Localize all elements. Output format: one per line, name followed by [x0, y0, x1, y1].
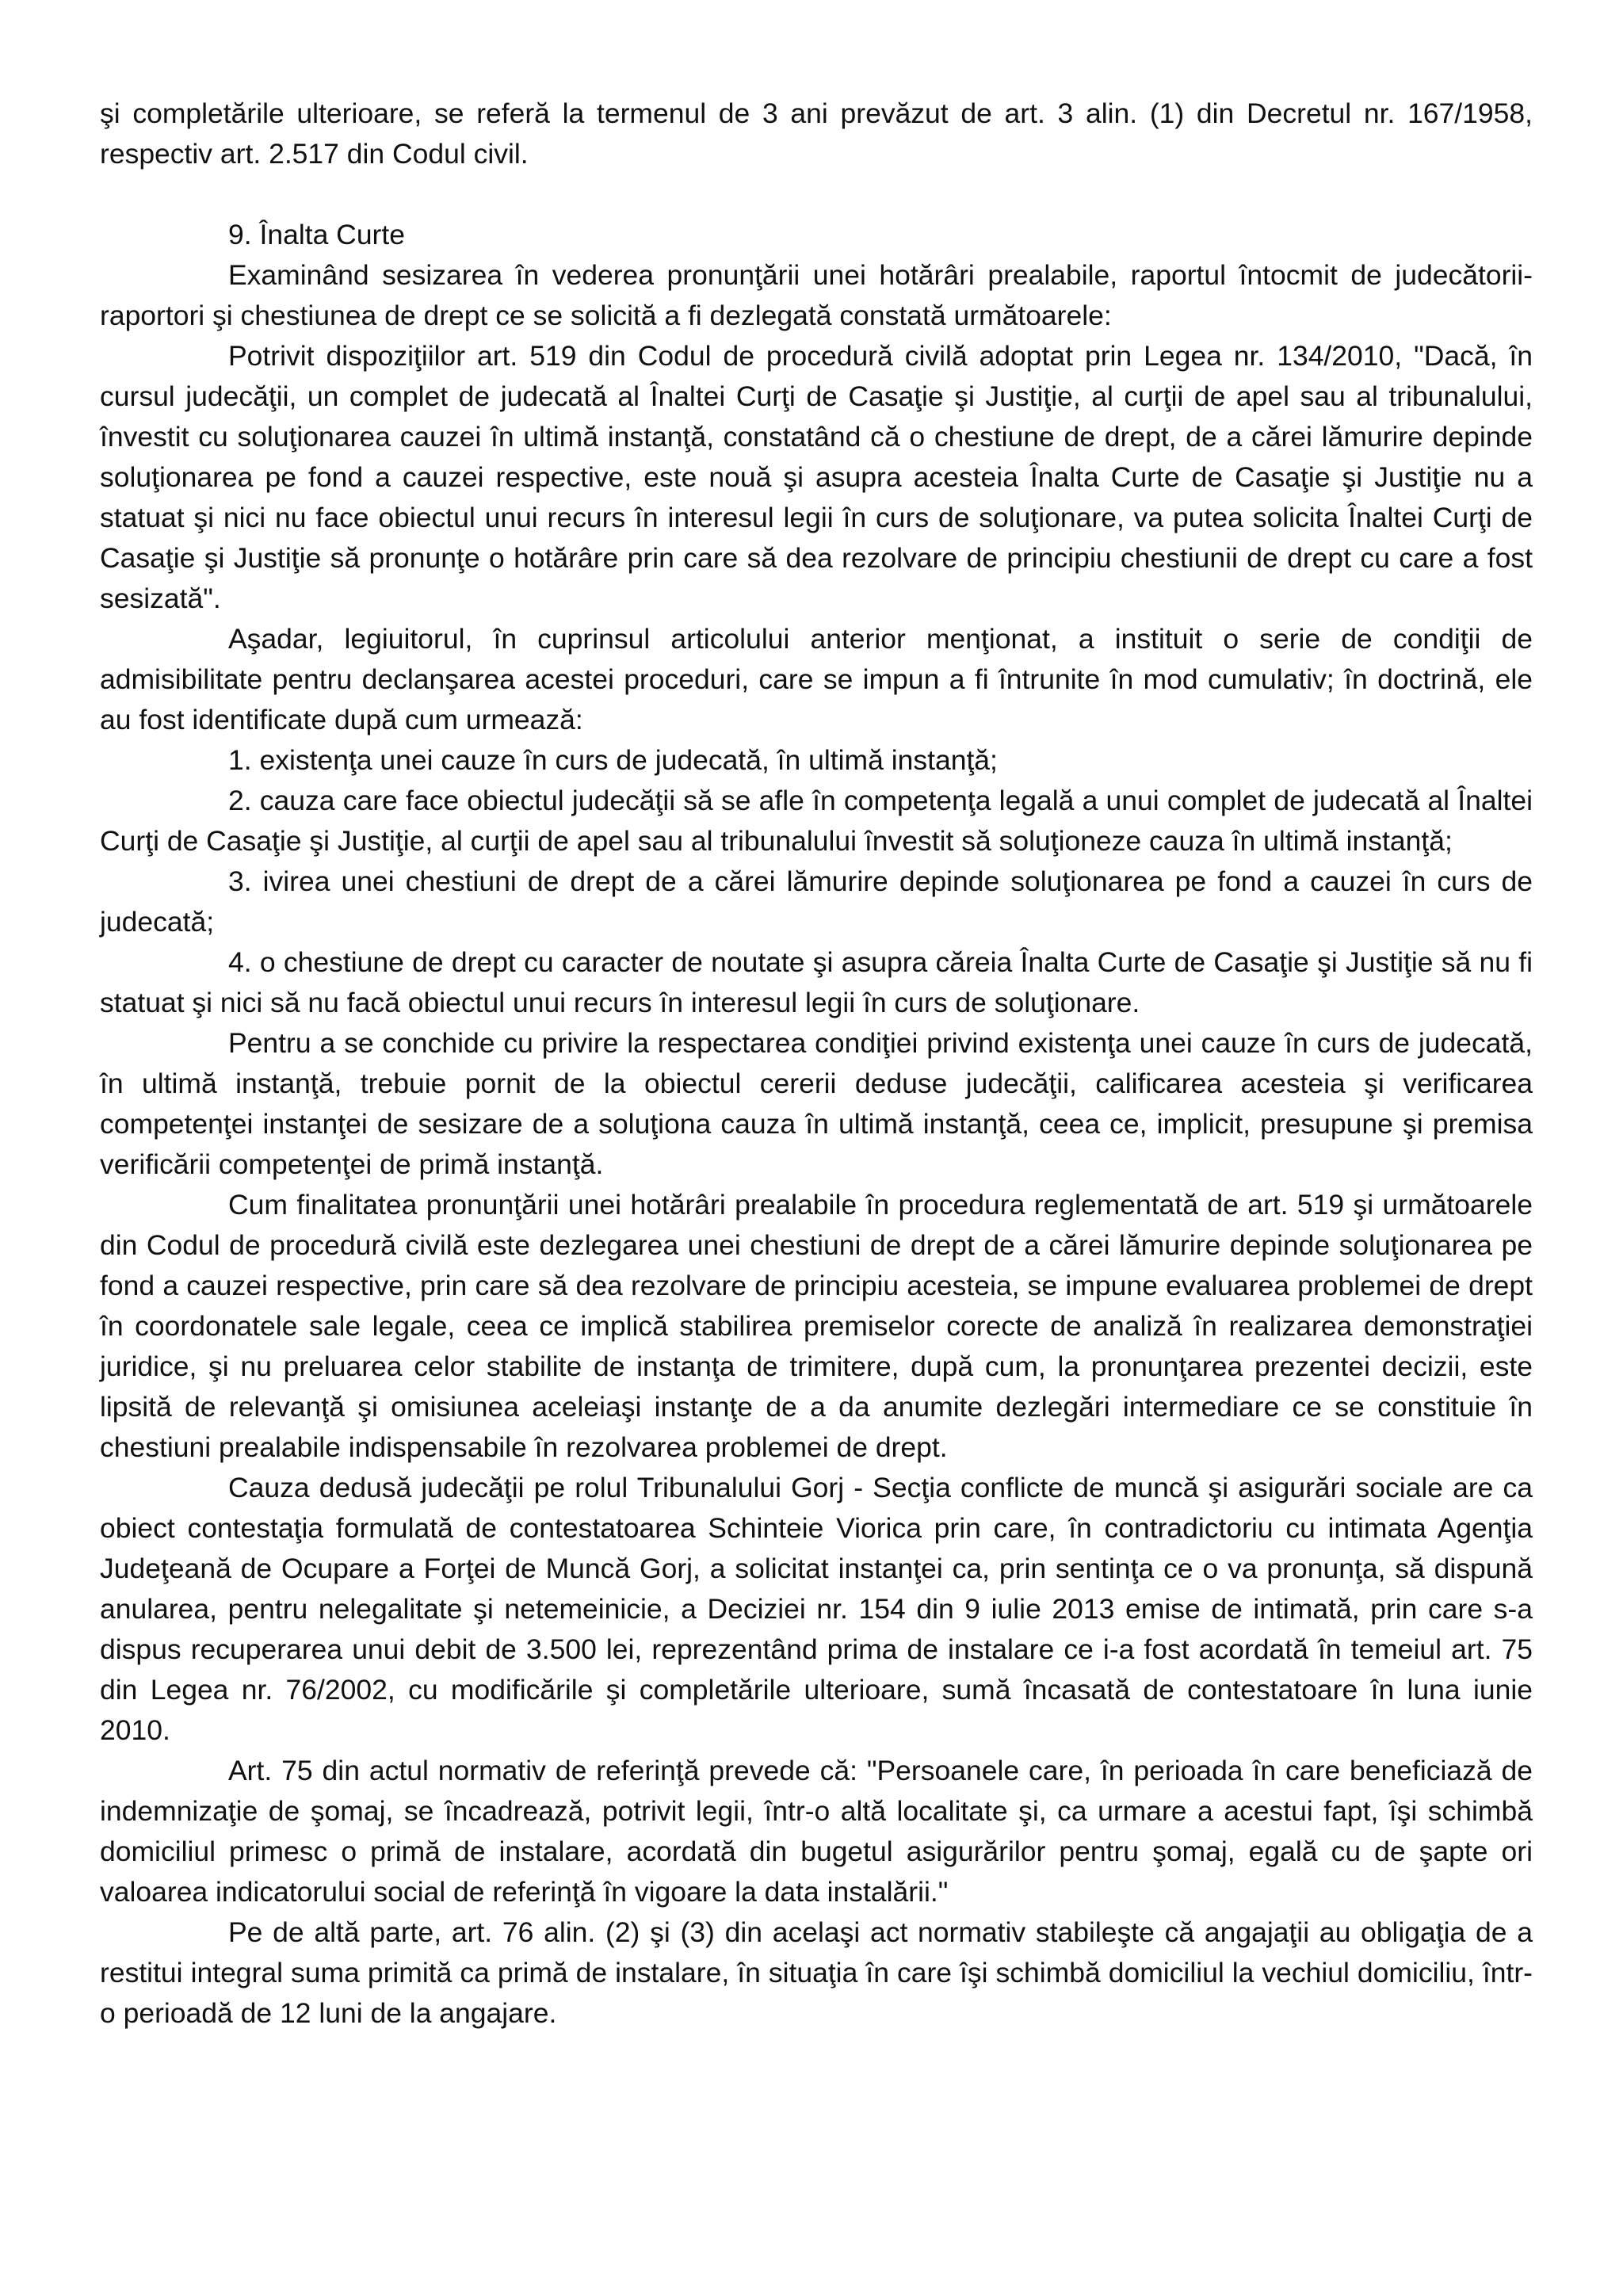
paragraph-spacer	[100, 174, 1533, 215]
paragraph: Cauza dedusă judecăţii pe rolul Tribunalului Gorj - Secţia conflicte de muncă şi asigurări sociale are ca obiect contestaţia formulată de contestatoarea Schinteie Viorica prin care, în contradictoriu cu intimata Agenţia Judeţeană de Ocupare a Forţei de Muncă Gorj, a solicitat instanţei ca, prin sentinţa ce o va pronunţa, să dispună anularea, pentru nelegalitate şi netemeinicie, a Deciziei nr. 154 din 9 iulie 2013 emise de intimată, prin care s-a dispus recuperarea unui debit de 3.500 lei, reprezentând prima de instalare ce i-a fost acordată în temeiul art. 75 din Legea nr. 76/2002, cu modificările şi completările ulterioare, sumă încasată de contestatoare în luna iunie 2010.	[100, 1472, 1533, 1746]
section-heading: 9. Înalta Curte	[228, 219, 405, 250]
paragraph: Art. 75 din actul normativ de referinţă prevede că: "Persoanele care, în perioada în care beneficiază de indemnizaţie de şomaj, se încadrează, potrivit legii, într-o altă localitate şi, ca urmare a acestui fapt, îşi schimbă domiciliul primesc o primă de instalare, acordată din bugetul asigurărilor pentru şomaj, egală cu de şapte ori valoarea indicatorului social de referinţă în vigoare la data instalării."	[100, 1755, 1533, 1908]
paragraph-continuation: şi completările ulterioare, se referă la termenul de 3 ani prevăzut de art. 3 alin. (1) din Decretul nr. 167/1958, respectiv art. 2.517 din Codul civil.	[100, 97, 1533, 170]
list-item: 4. o chestiune de drept cu caracter de noutate şi asupra căreia Înalta Curte de Casaţie şi Justiţie să nu fi statuat şi nici să nu facă obiectul unui recurs în interesul legii în curs de soluţionare.	[100, 946, 1533, 1018]
paragraph: Potrivit dispoziţiilor art. 519 din Codul de procedură civilă adoptat prin Legea nr. 134/2010, "Dacă, în cursul judecăţii, un complet de judecată al Înaltei Curţi de Casaţie şi Justiţie, al curţii de apel sau al tribunalului, învestit cu soluţionarea cauzei în ultimă instanţă, constatând că o chestiune de drept, de a cărei lămurire depinde soluţionarea pe fond a cauzei respective, este nouă şi asupra acesteia Înalta Curte de Casaţie şi Justiţie nu a statuat şi nici nu face obiectul unui recurs în interesul legii în curs de soluţionare, va putea solicita Înaltei Curţi de Casaţie şi Justiţie să pronunţe o hotărâre prin care să dea rezolvare de principiu chestiunii de drept cu care a fost sesizată".	[100, 340, 1533, 614]
list-item: 3. ivirea unei chestiuni de drept de a cărei lămurire depinde soluţionarea pe fond a cauzei în curs de judecată;	[100, 865, 1533, 938]
paragraph: Examinând sesizarea în vederea pronunţării unei hotărâri prealabile, raportul întocmit de judecătorii-raportori şi chestiunea de drept ce se solicită a fi dezlegată constată următoarele:	[100, 259, 1533, 331]
paragraph: Pe de altă parte, art. 76 alin. (2) şi (3) din acelaşi act normativ stabileşte că angajaţii au obligaţia de a restitui integral suma primită ca primă de instalare, în situaţia în care îşi schimbă domiciliul la vechiul domiciliu, într-o perioadă de 12 luni de la angajare.	[100, 1916, 1533, 2029]
list-item: 2. cauza care face obiectul judecăţii să se afle în competenţa legală a unui complet de judecată al Înaltei Curţi de Casaţie şi Justiţie, al curţii de apel sau al tribunalului învestit să soluţioneze cauza în ultimă instanţă;	[100, 785, 1533, 857]
paragraph: Pentru a se conchide cu privire la respectarea condiţiei privind existenţa unei cauze în curs de judecată, în ultimă instanţă, trebuie pornit de la obiectul cererii deduse judecăţii, calificarea acesteia şi verificarea competenţei instanţei de sesizare de a soluţiona cauza în ultimă instanţă, ceea ce, implicit, presupune şi premisa verificării competenţei de primă instanţă.	[100, 1027, 1533, 1180]
paragraph: Aşadar, legiuitorul, în cuprinsul articolului anterior menţionat, a instituit o serie de condiţii de admisibilitate pentru declanşarea acestei proceduri, care se impun a fi întrunite în mod cumulativ; în doctrină, ele au fost identificate după cum urmează:	[100, 623, 1533, 735]
paragraph: Cum finalitatea pronunţării unei hotărâri prealabile în procedura reglementată de art. 519 şi următoarele din Codul de procedură civilă este dezlegarea unei chestiuni de drept de a cărei lămurire depinde soluţionarea pe fond a cauzei respective, prin care să dea rezolvare de principiu acesteia, se impune evaluarea problemei de drept în coordonatele sale legale, ceea ce implică stabilirea premiselor corecte de analiză în realizarea demonstraţiei juridice, şi nu preluarea celor stabilite de instanţa de trimitere, după cum, la pronunţarea prezentei decizii, este lipsită de relevanţă şi omisiunea aceleiaşi instanţe de a da anumite dezlegări intermediare ce se constituie în chestiuni prealabile indispensabile în rezolvarea problemei de drept.	[100, 1189, 1533, 1463]
list-item: 1. existenţa unei cauze în curs de judecată, în ultimă instanţă;	[228, 744, 998, 776]
document-page	[100, 94, 1533, 2034]
